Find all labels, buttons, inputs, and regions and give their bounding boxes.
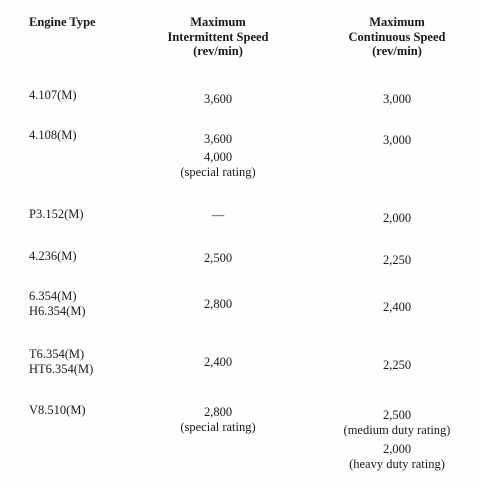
intermittent-speed-value: 4,000 xyxy=(203,150,233,164)
header-continuous-line-1: Maximum xyxy=(369,15,425,29)
intermittent-speed-cell: 2,500 xyxy=(203,251,233,265)
intermittent-speed-cell: — xyxy=(211,208,225,222)
intermittent-speed-cell: 3,600 xyxy=(203,92,233,106)
continuous-speed-value: 2,500 xyxy=(382,408,412,422)
continuous-speed-value: 2,000 xyxy=(382,442,412,456)
engine-type-value: T6.354(M) xyxy=(29,347,85,361)
rating-note: (special rating) xyxy=(180,165,256,179)
intermittent-speed-cell xyxy=(143,405,293,435)
engine-type-cell: 4.236(M) xyxy=(29,249,77,263)
intermittent-speed-cell xyxy=(143,132,293,180)
continuous-speed-cell: 2,400 xyxy=(382,300,412,314)
header-continuous-speed xyxy=(322,15,472,59)
engine-type-cell: V8.510(M) xyxy=(29,403,86,417)
continuous-speed-cell: 2,000 xyxy=(382,211,412,225)
continuous-speed-cell xyxy=(322,408,472,472)
engine-type-cell: 4.107(M) xyxy=(29,88,77,102)
header-engine-type: Engine Type xyxy=(29,15,96,29)
engine-type-cell xyxy=(29,347,93,377)
header-intermittent-speed xyxy=(143,15,293,59)
intermittent-speed-value: 3,600 xyxy=(203,132,233,146)
header-intermittent-line-3: (rev/min) xyxy=(193,44,243,58)
continuous-speed-cell: 3,000 xyxy=(382,133,412,147)
header-continuous-line-3: (rev/min) xyxy=(372,44,422,58)
continuous-speed-cell: 2,250 xyxy=(382,358,412,372)
rating-note: (heavy duty rating) xyxy=(349,457,445,471)
intermittent-speed-cell: 2,400 xyxy=(203,355,233,369)
engine-type-cell: P3.152(M) xyxy=(29,207,84,221)
rating-note: (special rating) xyxy=(180,420,256,434)
header-intermittent-line-2: Intermittent Speed xyxy=(167,29,269,44)
rating-note: (medium duty rating) xyxy=(343,423,451,437)
intermittent-speed-cell: 2,800 xyxy=(203,297,233,311)
engine-type-value: H6.354(M) xyxy=(29,304,86,318)
header-continuous-line-2: Continuous Speed xyxy=(348,29,446,44)
engine-type-cell xyxy=(29,289,86,319)
continuous-speed-cell: 2,250 xyxy=(382,253,412,267)
engine-type-value: HT6.354(M) xyxy=(29,362,94,376)
header-intermittent-line-1: Maximum xyxy=(190,15,246,29)
continuous-speed-cell: 3,000 xyxy=(382,92,412,106)
engine-type-cell: 4.108(M) xyxy=(29,128,77,142)
intermittent-speed-value: 2,800 xyxy=(203,405,233,419)
engine-type-value: 6.354(M) xyxy=(29,289,77,303)
